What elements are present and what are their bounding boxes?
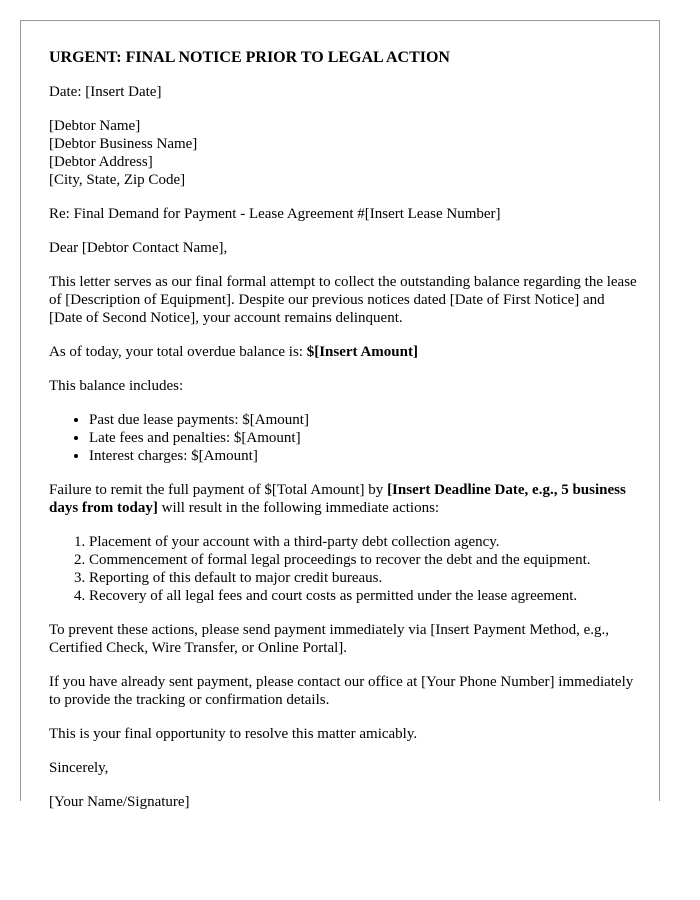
final-opportunity-line: This is your final opportunity to resolve this matter amicably. <box>49 726 418 742</box>
failure-paragraph <box>49 481 639 517</box>
letter-body <box>49 49 639 827</box>
failure-suffix: will result in the following immediate actions: <box>157 500 440 516</box>
debtor-name: [Debtor Name] <box>49 118 141 134</box>
balance-amount: $[Insert Amount] <box>306 344 418 360</box>
already-sent-paragraph: If you have already sent payment, please contact our office at [Your Phone Number] immediately to provide the tracking or confirmation details. <box>49 674 634 708</box>
debtor-address-block <box>49 117 639 189</box>
debtor-business-name: [Debtor Business Name] <box>49 136 198 152</box>
balance-prefix: As of today, your total overdue balance is: <box>49 344 307 360</box>
intro-paragraph: This letter serves as our final formal attempt to collect the outstanding balance regarding the lease of [Description of Equipment]. Despite our previous notices dated [Date of First Notice] and [Date of Second Notice], your account remains delinquent. <box>49 274 637 326</box>
list-item: • Interest charges: $[Amount] <box>89 447 639 465</box>
balance-items-list <box>49 411 639 465</box>
balance-paragraph <box>49 343 639 361</box>
failure-prefix: Failure to remit the full payment of $[Total Amount] by <box>49 482 388 498</box>
list-item: 1. Placement of your account with a third-party debt collection agency. <box>89 533 639 551</box>
includes-line: This balance includes: <box>49 378 184 394</box>
re-line: Re: Final Demand for Payment - Lease Agreement #[Insert Lease Number] <box>49 206 501 222</box>
closing-line: Sincerely, <box>49 760 109 776</box>
list-item: • Past due lease payments: $[Amount] <box>89 411 639 429</box>
list-item: • Late fees and penalties: $[Amount] <box>89 429 639 447</box>
prevent-paragraph: To prevent these actions, please send payment immediately via [Insert Payment Method, e.g., Certified Check, Wire Transfer, or Online Portal]. <box>49 622 610 656</box>
signature-line: [Your Name/Signature] <box>49 794 190 810</box>
debtor-address: [Debtor Address] <box>49 154 153 170</box>
failure-deadline: [Insert Deadline Date, e.g., 5 business days from today] <box>49 482 626 516</box>
list-item: 3. Reporting of this default to major credit bureaus. <box>89 569 639 587</box>
date-line: Date: [Insert Date] <box>49 84 162 100</box>
list-item: 2. Commencement of formal legal proceedings to recover the debt and the equipment. <box>89 551 639 569</box>
actions-list <box>49 533 639 605</box>
letter-title: URGENT: FINAL NOTICE PRIOR TO LEGAL ACTION <box>49 49 450 66</box>
debtor-city-state-zip: [City, State, Zip Code] <box>49 172 186 188</box>
letter-page <box>20 20 660 810</box>
salutation: Dear [Debtor Contact Name], <box>49 240 228 256</box>
list-item: 4. Recovery of all legal fees and court costs as permitted under the lease agreement. <box>89 587 639 605</box>
